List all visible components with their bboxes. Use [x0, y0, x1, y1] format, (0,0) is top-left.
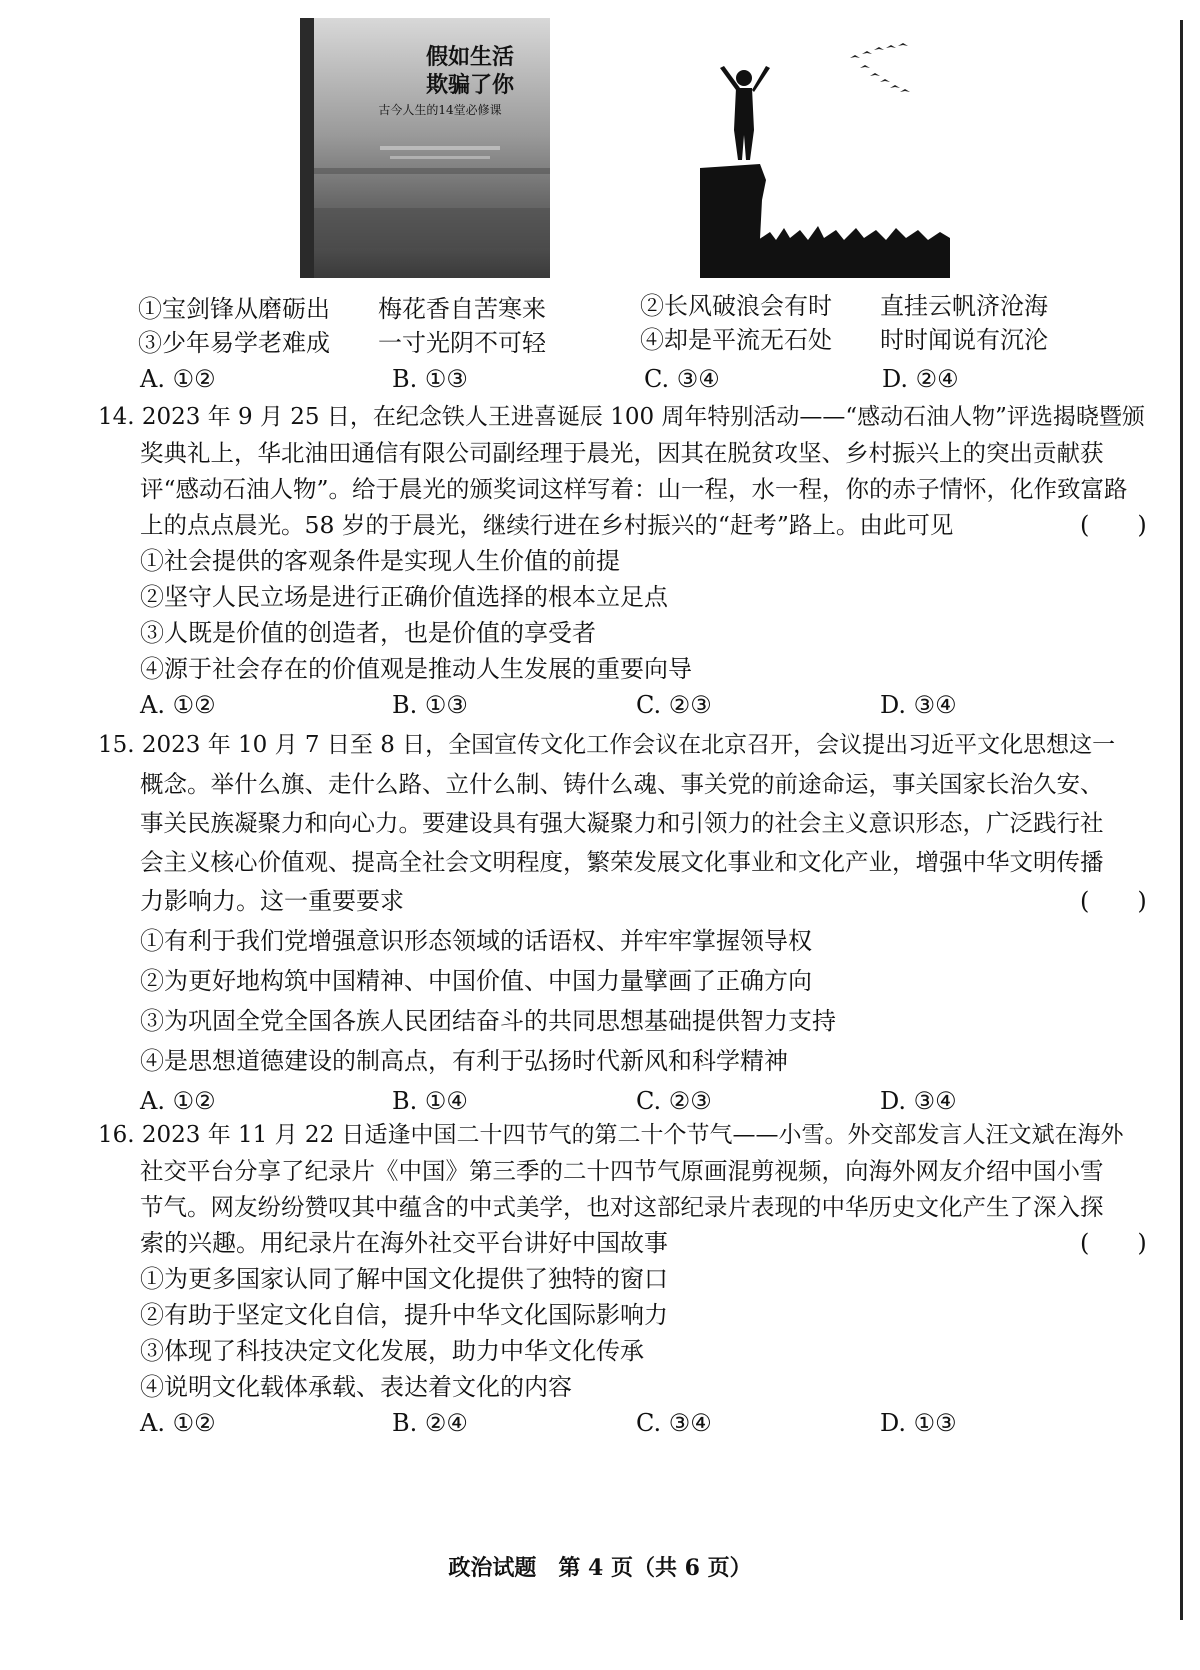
- q15-stem-line-5: 力影响力。这一重要要求: [140, 887, 404, 915]
- q16-stem-line-1: 16. 2023 年 11 月 22 日适逢中国二十四节气的第二十个节气——小雪。外交部发言人汪文斌在海外: [98, 1122, 1124, 1148]
- q13-option-b: B. ①③: [392, 365, 468, 393]
- q15-stem-line-1: 15. 2023 年 10 月 7 日至 8 日，全国宣传文化工作会议在北京召开，会议提出习近平文化思想这一: [98, 732, 1116, 758]
- page-footer: 政治试题 第 4 页（共 6 页）: [448, 1555, 752, 1581]
- q15-option-c: C. ②③: [636, 1087, 712, 1115]
- q13-poem-3: ③少年易学老难成 一寸光阴不可轻: [138, 329, 546, 357]
- q14-item-1: ①社会提供的客观条件是实现人生价值的前提: [140, 547, 620, 575]
- person-silhouette: [720, 66, 770, 160]
- q14-answer-blank: ( ): [1080, 511, 1147, 539]
- q14-stem-line-3: 评“感动石油人物”。给于晨光的颁奖词这样写着：山一程，水一程，你的赤子情怀，化作致富路: [140, 475, 1128, 503]
- q16-item-3: ③体现了科技决定文化发展，助力中华文化传承: [140, 1337, 644, 1365]
- q15-item-1: ①有利于我们党增强意识形态领域的话语权、并牢牢掌握领导权: [140, 927, 812, 955]
- q14-stem-line-1: 14. 2023 年 9 月 25 日，在纪念铁人王进喜诞辰 100 周年特别活动——“感动石油人物”评选揭晓暨颁: [98, 404, 1145, 430]
- q14-item-3: ③人既是价值的创造者，也是价值的享受者: [140, 619, 596, 647]
- q16-item-4: ④说明文化载体承载、表达着文化的内容: [140, 1373, 572, 1401]
- grass: [758, 226, 950, 278]
- q15-stem-line-2: 概念。举什么旗、走什么路、立什么制、铸什么魂、事关党的前途命运，事关国家长治久安、: [140, 770, 1104, 798]
- q15-answer-blank: ( ): [1080, 887, 1147, 915]
- q15-option-a: A. ①②: [140, 1087, 216, 1115]
- q15-item-2: ②为更好地构筑中国精神、中国价值、中国力量擘画了正确方向: [140, 967, 812, 995]
- q16-option-d: D. ①③: [880, 1409, 957, 1437]
- q13-poem-1: ①宝剑锋从磨砺出 梅花香自苦寒来: [138, 295, 546, 323]
- q14-option-d: D. ③④: [880, 691, 957, 719]
- q13-poem-4: ④却是平流无石处 时时闻说有沉沦: [640, 326, 1048, 354]
- page-edge-rule: [1180, 20, 1183, 1620]
- q16-option-c: C. ③④: [636, 1409, 712, 1437]
- q13-option-d: D. ②④: [882, 365, 959, 393]
- q16-option-b: B. ②④: [392, 1409, 468, 1437]
- book-title-line2: 欺骗了你: [425, 72, 515, 98]
- q15-option-b: B. ①④: [392, 1087, 468, 1115]
- birds-flock: [850, 43, 910, 92]
- q14-option-c: C. ②③: [636, 691, 712, 719]
- q16-item-1: ①为更多国家认同了解中国文化提供了独特的窗口: [140, 1265, 668, 1293]
- q14-option-a: A. ①②: [140, 691, 216, 719]
- q15-item-3: ③为巩固全党全国各族人民团结奋斗的共同思想基础提供智力支持: [140, 1007, 836, 1035]
- q15-item-4: ④是思想道德建设的制高点，有利于弘扬时代新风和科学精神: [140, 1047, 788, 1075]
- q16-item-2: ②有助于坚定文化自信，提升中华文化国际影响力: [140, 1301, 668, 1329]
- q15-option-d: D. ③④: [880, 1087, 957, 1115]
- q13-option-a: A. ①②: [140, 365, 216, 393]
- q16-option-a: A. ①②: [140, 1409, 216, 1437]
- q16-answer-blank: ( ): [1080, 1229, 1147, 1257]
- q13-option-c: C. ③④: [644, 365, 720, 393]
- book-subtitle: 古今人生的14堂必修课: [378, 103, 502, 117]
- q16-stem-line-2: 社交平台分享了纪录片《中国》第三季的二十四节气原画混剪视频，向海外网友介绍中国小雪: [140, 1157, 1104, 1185]
- book-title-line1: 假如生活: [425, 44, 515, 70]
- cliff: [700, 164, 766, 278]
- q14-item-4: ④源于社会存在的价值观是推动人生发展的重要向导: [140, 655, 692, 683]
- q14-stem-line-4: 上的点点晨光。58 岁的于晨光，继续行进在乡村振兴的“赶考”路上。由此可见: [140, 511, 954, 539]
- silhouette-figure: [700, 40, 950, 278]
- q15-stem-line-3: 事关民族凝聚力和向心力。要建设具有强大凝聚力和引领力的社会主义意识形态，广泛践行社: [140, 809, 1104, 837]
- book-cover-figure: [300, 18, 550, 278]
- q14-item-2: ②坚守人民立场是进行正确价值选择的根本立足点: [140, 583, 668, 611]
- q14-stem-line-2: 奖典礼上，华北油田通信有限公司副经理于晨光，因其在脱贫攻坚、乡村振兴上的突出贡献获: [140, 439, 1104, 467]
- q14-option-b: B. ①③: [392, 691, 468, 719]
- q15-stem-line-4: 会主义核心价值观、提高全社会文明程度，繁荣发展文化事业和文化产业，增强中华文明传播: [140, 848, 1104, 876]
- q16-stem-line-3: 节气。网友纷纷赞叹其中蕴含的中式美学，也对这部纪录片表现的中华历史文化产生了深入探: [140, 1193, 1104, 1221]
- q13-poem-2: ②长风破浪会有时 直挂云帆济沧海: [640, 292, 1048, 320]
- q16-stem-line-4: 索的兴趣。用纪录片在海外社交平台讲好中国故事: [140, 1229, 668, 1257]
